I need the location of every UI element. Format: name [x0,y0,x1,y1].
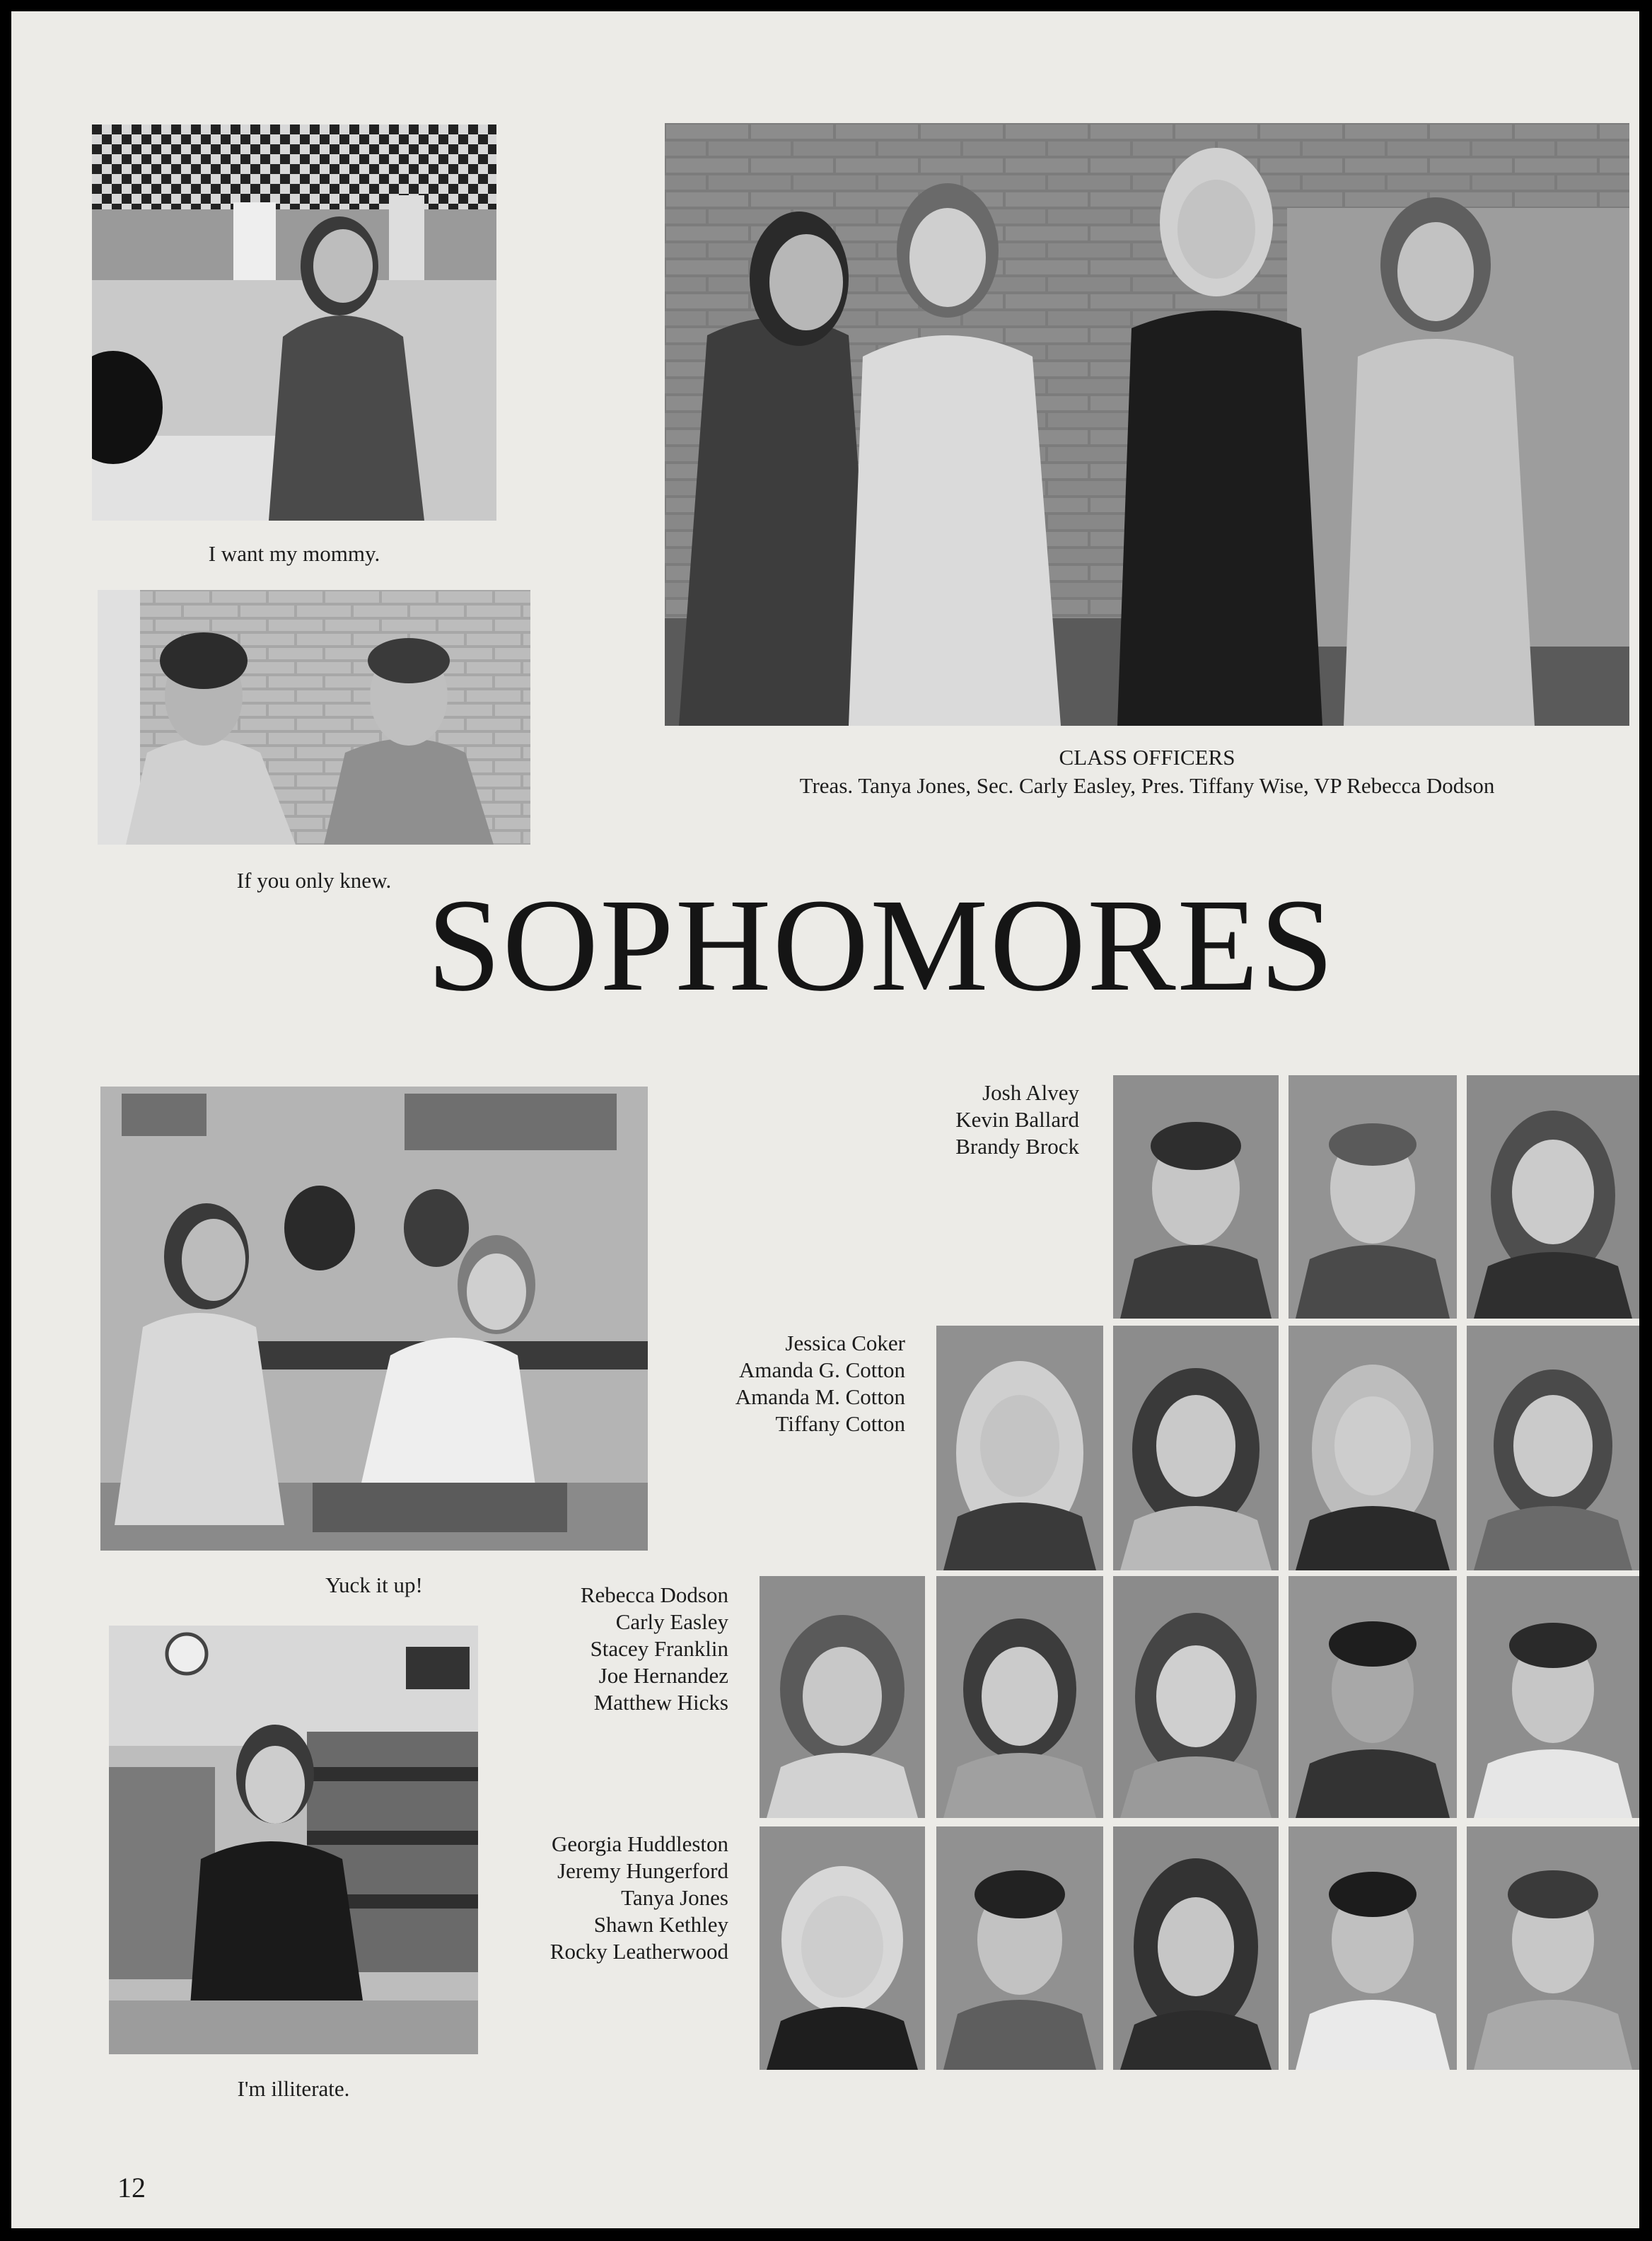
portrait-jessica-coker [936,1326,1103,1570]
portrait-amanda-m-cotton [1289,1326,1457,1570]
student-name: Jessica Coker [785,1331,905,1355]
student-name: Rebecca Dodson [580,1582,728,1607]
student-name: Stacey Franklin [590,1636,728,1661]
portrait-kevin-ballard [1289,1075,1457,1319]
page-number: 12 [117,2172,146,2204]
portrait-carly-easley [936,1576,1103,1818]
student-name: Josh Alvey [982,1080,1079,1105]
portrait-brandy-brock [1467,1075,1639,1319]
portrait-joe-hernandez [1289,1576,1457,1818]
portrait-shawn-kethley [1289,1826,1457,2070]
portrait-amanda-g-cotton [1113,1326,1279,1570]
student-name: Tiffany Cotton [775,1411,905,1436]
names-row-3 [506,1582,728,1716]
portrait-tanya-jones [1113,1826,1279,2070]
student-name: Rocky Leatherwood [549,1939,728,1964]
caption-knew: If you only knew. [236,868,392,893]
candid-photo-library [109,1626,478,2054]
student-name: Amanda M. Cotton [735,1384,905,1409]
portrait-josh-alvey [1113,1075,1279,1319]
portrait-rocky-leatherwood [1467,1826,1639,2070]
class-officers-photo [665,123,1629,726]
portrait-rebecca-dodson [760,1576,925,1818]
portrait-georgia-huddleston [760,1826,925,2070]
caption-illiterate: I'm illiterate. [237,2076,350,2101]
portrait-jeremy-hungerford [936,1826,1103,2070]
portrait-stacey-franklin [1113,1576,1279,1818]
names-row-4 [506,1831,728,1965]
portrait-matthew-hicks [1467,1576,1639,1818]
portrait-tiffany-cotton [1467,1326,1639,1570]
names-row-2 [662,1330,905,1437]
student-name: Joe Hernandez [598,1663,728,1688]
student-name: Matthew Hicks [593,1690,728,1715]
student-name: Amanda G. Cotton [738,1357,905,1382]
officers-names: Treas. Tanya Jones, Sec. Carly Easley, Pres. Tiffany Wise, VP Rebecca Dodson [799,773,1495,798]
candid-photo-two-boys [98,590,530,845]
caption-yuck: Yuck it up! [325,1573,423,1597]
student-name: Kevin Ballard [955,1107,1079,1132]
student-name: Shawn Kethley [593,1912,728,1937]
student-name: Brandy Brock [955,1134,1079,1159]
page-title: SOPHOMORES [426,871,1336,1019]
caption-mommy: I want my mommy. [208,541,380,566]
student-name: Jeremy Hungerford [557,1858,728,1883]
candid-photo-kitchen [92,124,496,521]
candid-photo-table-group [100,1087,648,1551]
student-name: Tanya Jones [621,1885,728,1910]
names-row-1 [846,1079,1079,1160]
student-name: Carly Easley [615,1609,728,1634]
yearbook-page [11,11,1639,2228]
student-name: Georgia Huddleston [552,1831,728,1856]
officers-heading: CLASS OFFICERS [1059,745,1235,770]
